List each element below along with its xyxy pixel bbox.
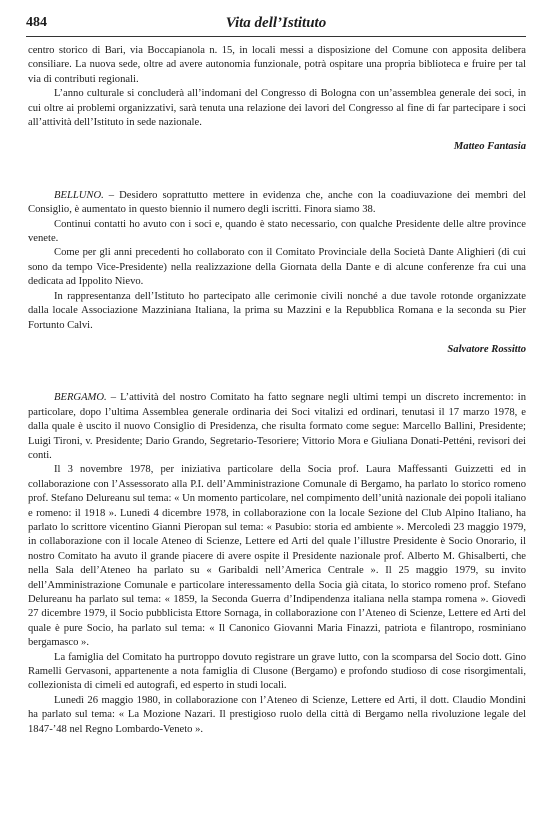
signature: Matteo Fantasia — [453, 141, 526, 153]
section-bergamo — [28, 391, 526, 737]
page-number: 484 — [26, 15, 47, 30]
section-belluno — [28, 189, 526, 357]
paragraph-text: – L’attività del nostro Comitato ha fatto segnare negli ultimi tempi un discreto incremento: in particolare, dopo l’ultima Assemblea generale ordinaria dei Soci vitalizi ed ordinari, tenutasi il 17 marzo 1978, e dalla quale è uscito il nuovo Consiglio di Presidenza, che risulta formato come segue: Marcello Ballini, Presidente; Luigi Tironi, v. Presidente; Dario Grando, Segretario-Tesoriere; Vittorio Mora e Giuliana Donati-Petténi, revisori dei conti. — [28, 392, 526, 461]
paragraph: In rappresentanza dell’Istituto ho partecipato alle cerimonie civili nonché a due tavole rotonde organizzate dalla locale Associazione Mazziniana Italiana, la prima su Mazzini e la Repubblica Romana e la seconda su Pier Fortunto Calvi. — [28, 290, 526, 331]
page-body — [28, 44, 526, 737]
place-heading: BERGAMO. — [54, 392, 107, 404]
running-header — [26, 14, 526, 37]
paragraph — [28, 189, 526, 218]
paragraph: Come per gli anni precedenti ho collaborato con il Comitato Provinciale della Società Dante Alighieri (di cui sono da tempo Vice-Presidente) nella realizzazione della Giornata della Dante e di alcune conferenze fra cui una dedicata ad Ippolito Nievo. — [28, 247, 526, 288]
section-bari-continuation — [28, 44, 526, 155]
running-title: Vita dell’Istituto — [225, 15, 327, 31]
paragraph-text: – Desidero soprattutto mettere in evidenza che, anche con la coadiuvazione dei membri del Consiglio, è aumentato in questo biennio il numero degli iscritti. Finora siamo 38. — [28, 189, 526, 216]
paragraph — [28, 391, 526, 463]
paragraph: Continui contatti ho avuto con i soci e, quando è stato necessario, con qualche Presidente delle altre province venete. — [28, 218, 526, 245]
paragraph: L’anno culturale si concluderà all’indomani del Congresso di Bologna con un’assemblea generale dei soci, in cui oltre ai problemi organizzativi, sarà tenuta una relazione dei lavori del Congresso al fine di far partecipare i soci all’attività dell’Istituto in sede nazionale. — [28, 88, 526, 129]
paragraph: La famiglia del Comitato ha purtroppo dovuto registrare un grave lutto, con la scomparsa del Socio dott. Gino Ramelli Gervasoni, appartenente a nota famiglia di Clusone (Bergamo) e profondo studioso di cose risorgimentali, collezionista di cimeli ed autografi, ed esperto in studi locali. — [28, 651, 526, 692]
place-heading: BELLUNO. — [54, 189, 104, 201]
paragraph: Il 3 novembre 1978, per iniziativa particolare della Socia prof. Laura Maffessanti Guizzetti ed in collaborazione con l’Assessorato alla P.I. dell’Amministrazione Comunale di Bergamo, ha parlato lo storico romeno prof. Stefano Delureanu sul tema: « Un momento particolare, nel compimento dell’unità nazionale dei popoli italiano e romeno: il 1918 ». Lunedì 4 dicembre 1978, in collaborazione con la locale Sezione del Club Alpino Italiano, ha parlato lo scrittore vicentino Gianni Pieropan sul tema: « Pasubio: storia ed ambiente ». Mercoledì 23 maggio 1979, in collaborazione con il locale Ateneo di Scienze, Lettere ed Arti del quale l’illustre Presidente è Socio Onorario, il nostro Comitato ha avuto il grande piacere di avere ospite il Presidente nazionale prof. Alberto M. Ghisalberti, che nella Sala dell’Ateneo ha parlato su « Garibaldi nell’America Centrale ». Il 25 maggio 1979, su invito dell’Amministrazione Comunale e particolare interessamento della Socia già citata, lo storico romeno prof. Stefano Delureanu ha parlato sul tema: « 1859, la Seconda Guerra d’Indipendenza italiana nella stampa romena ». Giovedì 27 dicembre 1979, il Socio pubblicista Ettore Sornaga, in collaborazione con l’Ateneo di Scienze, Lettere ed Arti del quale è pure Socio, ha parlato sul tema: « Il Canonico Giovanni Maria Finazzi, patriota e filantropo, rosminiano bergamasco ». — [28, 464, 526, 649]
paragraph: Lunedì 26 maggio 1980, in collaborazione con l’Ateneo di Scienze, Lettere ed Arti, il dott. Claudio Mondini ha parlato sul tema: « La Mozione Nazari. Il prestigioso ruolo della città di Bergamo nella rivoluzione legale del 1847-’48 nel Regno Lombardo-Veneto ». — [28, 694, 526, 735]
signature: Salvatore Rossitto — [447, 343, 526, 355]
paragraph: centro storico di Bari, via Boccapianola n. 15, in locali messi a disposizione del Comune con apposita delibera consiliare. La nuova sede, oltre ad avere autonomia funzionale, potrà ospitare una propria biblioteca e fruire per tal via di contributi regionali. — [28, 45, 526, 85]
